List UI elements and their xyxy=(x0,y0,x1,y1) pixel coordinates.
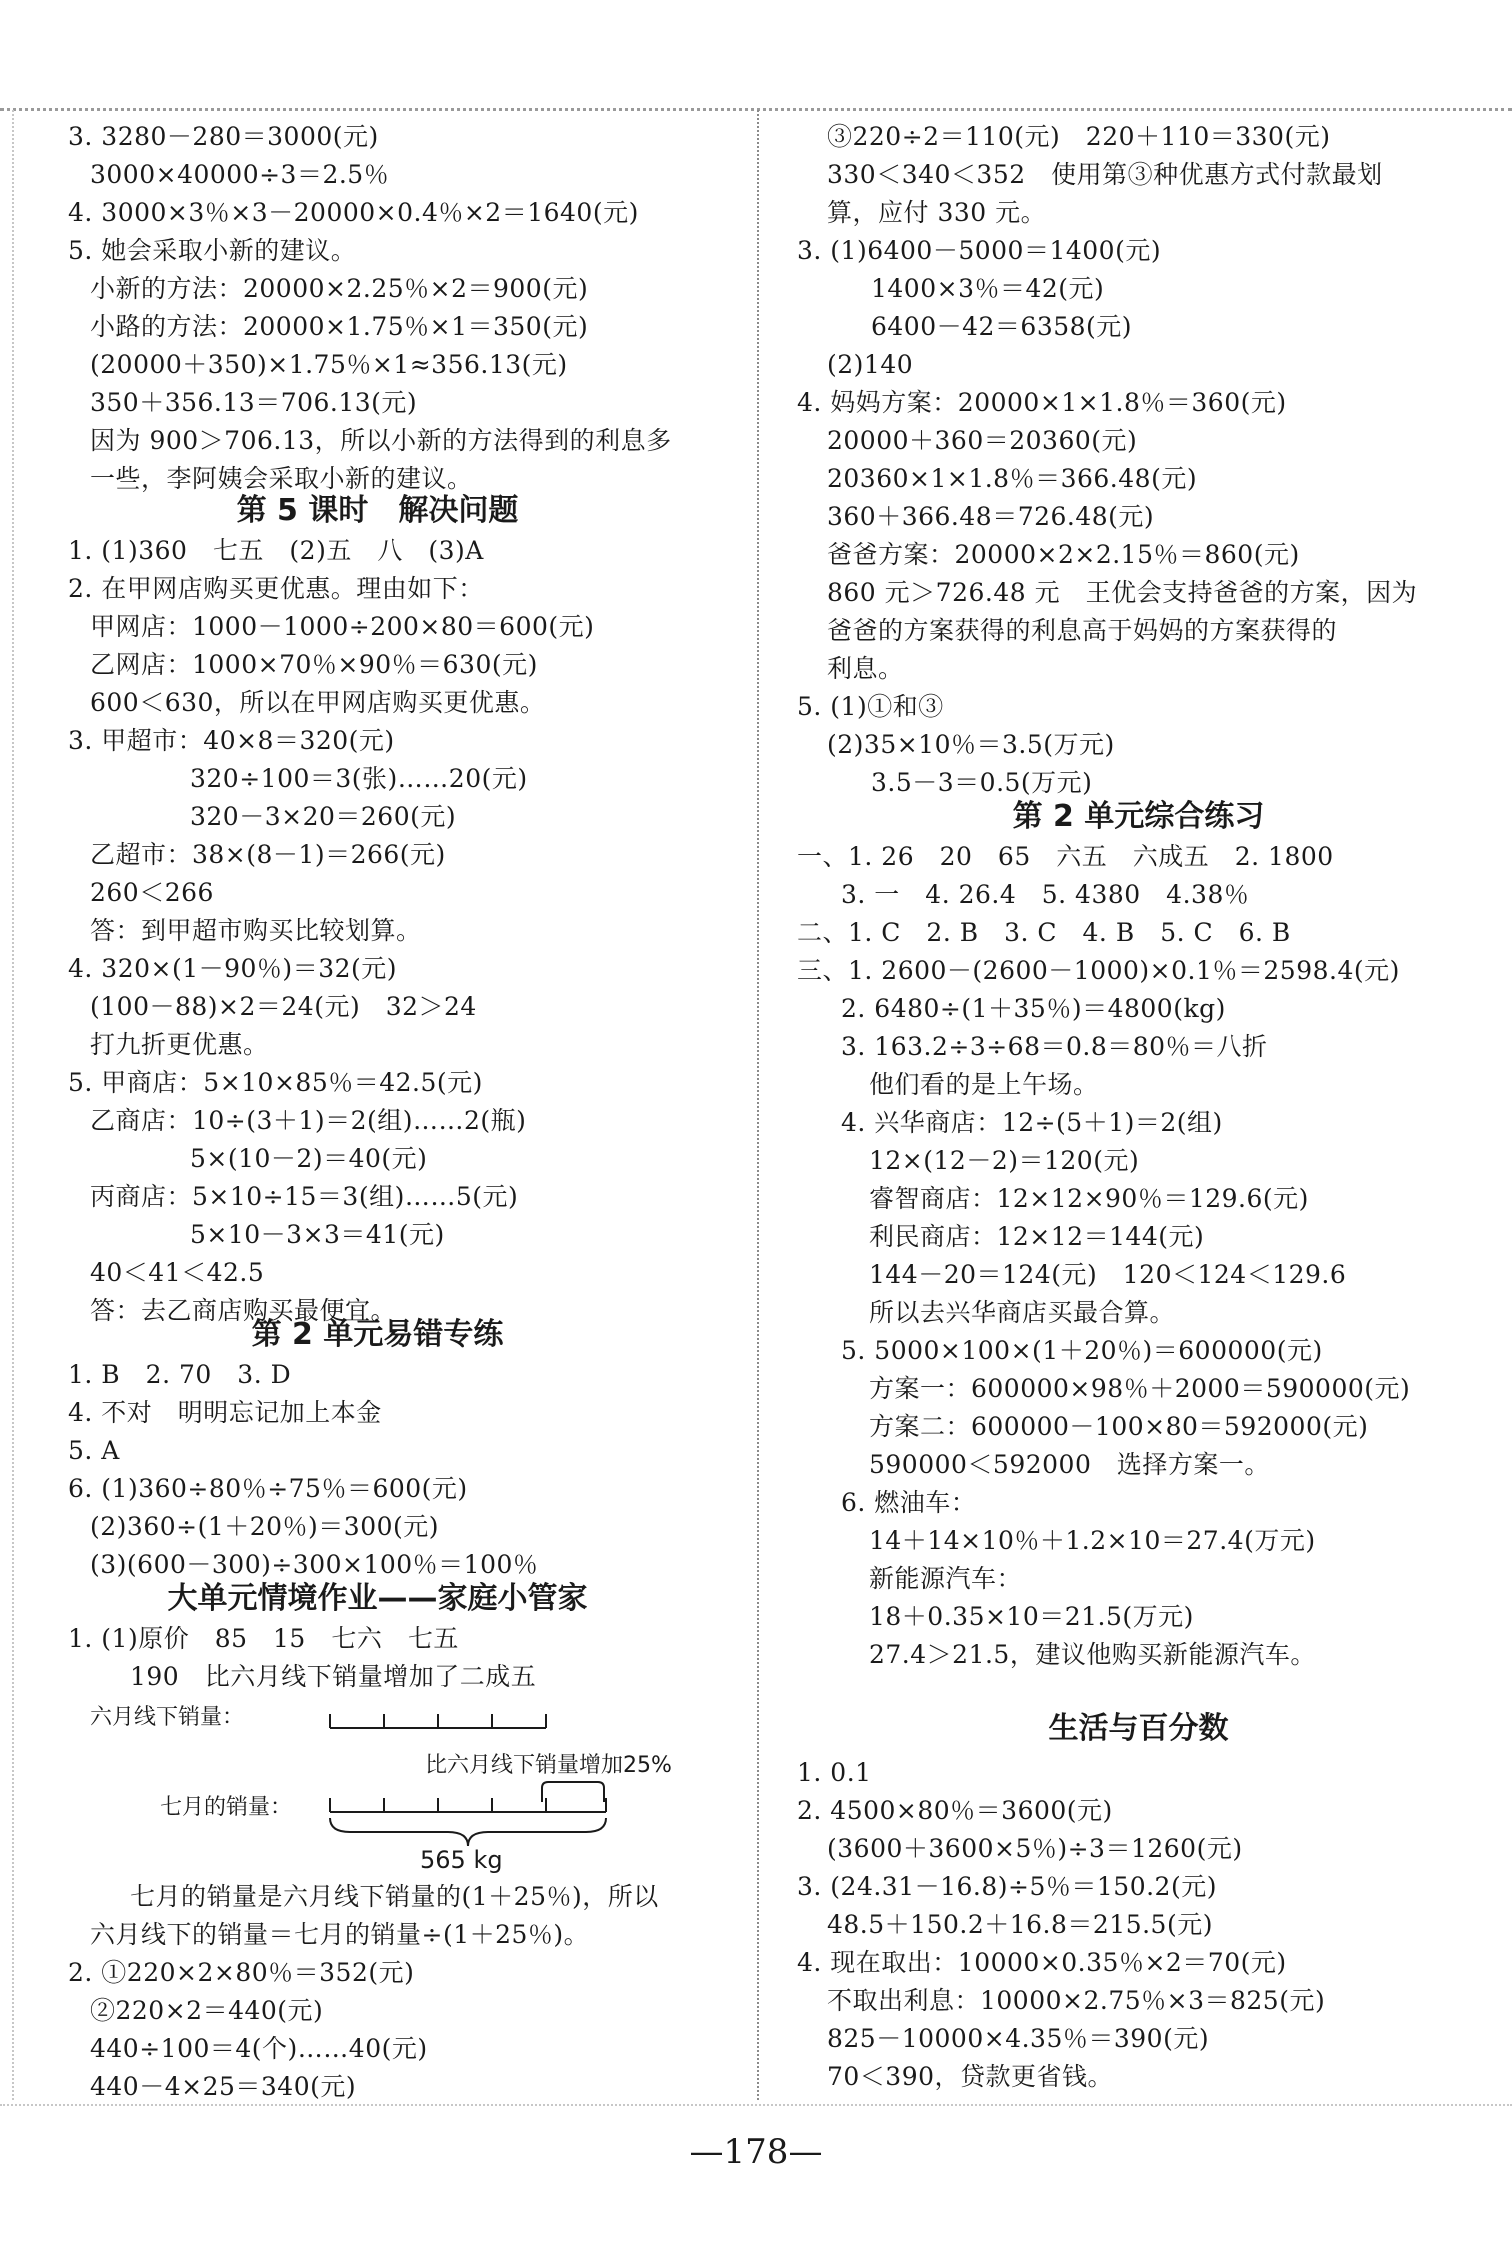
answer-line: 一、1. 26 20 65 六五 六成五 2. 1800 xyxy=(797,842,1334,871)
answer-line: 2. 6480÷(1＋35％)＝4800(kg) xyxy=(841,994,1226,1023)
answer-line: 330＜340＜352 使用第③种优惠方式付款最划 xyxy=(827,160,1383,189)
answer-line: 190 比六月线下销量增加了二成五 xyxy=(130,1662,537,1691)
answer-line: 5. 5000×100×(1＋20％)＝600000(元) xyxy=(841,1336,1323,1365)
answer-line: 三、1. 2600－(2600－1000)×0.1％＝2598.4(元) xyxy=(797,956,1400,985)
answer-line: 2. ①220×2×80％＝352(元) xyxy=(68,1958,415,1987)
column-dotted-divider xyxy=(757,110,759,2100)
answer-line: (2)140 xyxy=(827,350,914,379)
june-sales-label: 六月线下销量： xyxy=(90,1705,245,1730)
increase-note: 比六月线下销量增加25% xyxy=(425,1753,672,1778)
answer-line: 320÷100＝3(张)……20(元) xyxy=(190,764,528,793)
answer-line: (3)(600－300)÷300×100％＝100％ xyxy=(90,1550,539,1579)
answer-line: 利息。 xyxy=(827,654,904,683)
answer-line: 利民商店：12×12＝144(元) xyxy=(869,1222,1205,1251)
answer-line: 3. 3280－280＝3000(元) xyxy=(68,122,379,151)
answer-line: 12×(12－2)＝120(元) xyxy=(869,1146,1140,1175)
answer-line: 一些，李阿姨会采取小新的建议。 xyxy=(90,464,473,493)
answer-line: 20360×1×1.8％＝366.48(元) xyxy=(827,464,1198,493)
answer-line: 睿智商店：12×12×90％＝129.6(元) xyxy=(869,1184,1309,1213)
answer-line: 6. (1)360÷80％÷75％＝600(元) xyxy=(68,1474,468,1503)
answer-line: 3.5－3＝0.5(万元) xyxy=(871,768,1093,797)
answer-line: 丙商店：5×10÷15＝3(组)……5(元) xyxy=(90,1182,519,1211)
answer-line: 14＋14×10％＋1.2×10＝27.4(万元) xyxy=(869,1526,1316,1555)
section-heading: 大单元情境作业——家庭小管家 xyxy=(167,1581,588,1616)
answer-line: 600＜630，所以在甲网店购买更优惠。 xyxy=(90,688,546,717)
answer-line: 4. 兴华商店：12÷(5＋1)＝2(组) xyxy=(841,1108,1223,1137)
answer-line: 1. 0.1 xyxy=(797,1758,872,1787)
answer-line: 6. 燃油车： xyxy=(841,1488,977,1517)
answer-line: 1. (1)360 七五 (2)五 八 (3)A xyxy=(68,536,484,565)
answer-line: 打九折更优惠。 xyxy=(90,1030,269,1059)
answer-line: 360＋366.48＝726.48(元) xyxy=(827,502,1155,531)
answer-line: 27.4＞21.5，建议他购买新能源汽车。 xyxy=(869,1640,1316,1669)
answer-line: 4. 3000×3％×3－20000×0.4％×2＝1640(元) xyxy=(68,198,639,227)
answer-line: 爸爸方案：20000×2×2.15％＝860(元) xyxy=(827,540,1300,569)
answer-line: 二、1. C 2. B 3. C 4. B 5. C 6. B xyxy=(797,918,1291,947)
answer-line: 3. (1)6400－5000＝1400(元) xyxy=(797,236,1162,265)
answer-line: 3. (24.31－16.8)÷5％＝150.2(元) xyxy=(797,1872,1217,1901)
answer-line: 5×(10－2)＝40(元) xyxy=(190,1144,428,1173)
answer-line: 爸爸的方案获得的利息高于妈妈的方案获得的 xyxy=(827,616,1338,645)
answer-line: 5. (1)①和③ xyxy=(797,692,944,721)
answer-line: 答：去乙商店购买最便宜。 xyxy=(90,1296,397,1325)
answer-line: (2)360÷(1＋20％)＝300(元) xyxy=(90,1512,440,1541)
answer-line: 方案二：600000－100×80＝592000(元) xyxy=(869,1412,1369,1441)
answer-line: 5. A xyxy=(68,1436,120,1465)
answer-line: 144－20＝124(元) 120＜124＜129.6 xyxy=(869,1260,1347,1289)
answer-line: 4. 320×(1－90％)＝32(元) xyxy=(68,954,398,983)
answer-line: 5. 甲商店：5×10×85％＝42.5(元) xyxy=(68,1068,483,1097)
answer-line: 新能源汽车： xyxy=(869,1564,1023,1593)
answer-line: 5. 她会采取小新的建议。 xyxy=(68,236,357,265)
answer-line: 4. 不对 明明忘记加上本金 xyxy=(68,1398,382,1427)
answer-line: 4. 现在取出：10000×0.35％×2＝70(元) xyxy=(797,1948,1287,1977)
answer-line: 20000＋360＝20360(元) xyxy=(827,426,1138,455)
answer-line: 48.5＋150.2＋16.8＝215.5(元) xyxy=(827,1910,1213,1939)
answer-line: (2)35×10％＝3.5(万元) xyxy=(827,730,1115,759)
answer-line: 方案一：600000×98％＋2000＝590000(元) xyxy=(869,1374,1411,1403)
answer-line: 答：到甲超市购买比较划算。 xyxy=(90,916,422,945)
answer-line: 860 元＞726.48 元 王优会支持爸爸的方案，因为 xyxy=(827,578,1418,607)
answer-line: 320－3×20＝260(元) xyxy=(190,802,457,831)
answer-line: 18＋0.35×10＝21.5(万元) xyxy=(869,1602,1194,1631)
answer-line: 70＜390，贷款更省钱。 xyxy=(827,2062,1114,2091)
answer-line: 算，应付 330 元。 xyxy=(827,198,1047,227)
answer-line: 3. 163.2÷3÷68＝0.8＝80％＝八折 xyxy=(841,1032,1268,1061)
answer-line: 4. 妈妈方案：20000×1×1.8％＝360(元) xyxy=(797,388,1287,417)
answer-line: (100－88)×2＝24(元) 32＞24 xyxy=(90,992,477,1021)
june-sales-segment-bar xyxy=(330,1706,550,1736)
answer-line: 不取出利息：10000×2.75％×3＝825(元) xyxy=(827,1986,1326,2015)
answer-line: 1. B 2. 70 3. D xyxy=(68,1360,292,1389)
answer-line: 5×10－3×3＝41(元) xyxy=(190,1220,445,1249)
answer-line: 所以去兴华商店买最合算。 xyxy=(869,1298,1176,1327)
answer-line: 1400×3％＝42(元) xyxy=(871,274,1105,303)
answer-line: 甲网店：1000－1000÷200×80＝600(元) xyxy=(90,612,595,641)
answer-line: ③220÷2＝110(元) 220＋110＝330(元) xyxy=(827,122,1331,151)
answer-line: 825－10000×4.35％＝390(元) xyxy=(827,2024,1210,2053)
answer-line: 40＜41＜42.5 xyxy=(90,1258,265,1287)
answer-line: 440－4×25＝340(元) xyxy=(90,2072,357,2101)
answer-line: 小路的方法：20000×1.75％×1＝350(元) xyxy=(90,312,589,341)
answer-line: 440÷100＝4(个)……40(元) xyxy=(90,2034,428,2063)
section-heading: 第 2 单元综合练习 xyxy=(1012,799,1265,834)
answer-line: ②220×2＝440(元) xyxy=(90,1996,324,2025)
answer-line: 七月的销量是六月线下销量的(1＋25％)，所以 xyxy=(130,1882,659,1911)
answer-line: 乙网店：1000×70％×90％＝630(元) xyxy=(90,650,538,679)
page-number: —178— xyxy=(689,2132,823,2172)
answer-line: 350＋356.13＝706.13(元) xyxy=(90,388,418,417)
answer-line: 他们看的是上午场。 xyxy=(869,1070,1099,1099)
section-heading: 生活与百分数 xyxy=(1048,1711,1229,1746)
section-heading: 第 5 课时 解决问题 xyxy=(236,493,519,528)
top-dotted-divider xyxy=(0,108,1512,111)
answer-line: 因为 900＞706.13，所以小新的方法得到的利息多 xyxy=(90,426,672,455)
answer-line: 3. 一 4. 26.4 5. 4380 4.38％ xyxy=(841,880,1250,909)
answer-line: (20000＋350)×1.75％×1≈356.13(元) xyxy=(90,350,568,379)
july-sales-label: 七月的销量： xyxy=(160,1795,293,1820)
left-edge-dotted-divider xyxy=(12,110,14,2100)
answer-line: 260＜266 xyxy=(90,878,214,907)
answer-line: 1. (1)原价 85 15 七六 七五 xyxy=(68,1624,459,1653)
answer-line: 乙商店：10÷(3＋1)＝2(组)……2(瓶) xyxy=(90,1106,527,1135)
answer-line: 3000×40000÷3＝2.5％ xyxy=(90,160,390,189)
answer-line: 2. 在甲网店购买更优惠。理由如下： xyxy=(68,574,484,603)
answer-line: 6400－42＝6358(元) xyxy=(871,312,1133,341)
answer-line: (3600＋3600×5％)÷3＝1260(元) xyxy=(827,1834,1243,1863)
bottom-dotted-divider xyxy=(0,2104,1512,2106)
answer-line: 2. 4500×80％＝3600(元) xyxy=(797,1796,1113,1825)
answer-line: 乙超市：38×(8－1)＝266(元) xyxy=(90,840,446,869)
answer-line: 590000＜592000 选择方案一。 xyxy=(869,1450,1270,1479)
answer-line: 3. 甲超市：40×8＝320(元) xyxy=(68,726,395,755)
answer-line: 六月线下的销量＝七月的销量÷(1＋25％)。 xyxy=(90,1920,590,1949)
section-heading: 第 2 单元易错专练 xyxy=(251,1317,504,1352)
july-total-label: 565 kg xyxy=(420,1846,503,1874)
answer-line: 小新的方法：20000×2.25％×2＝900(元) xyxy=(90,274,589,303)
